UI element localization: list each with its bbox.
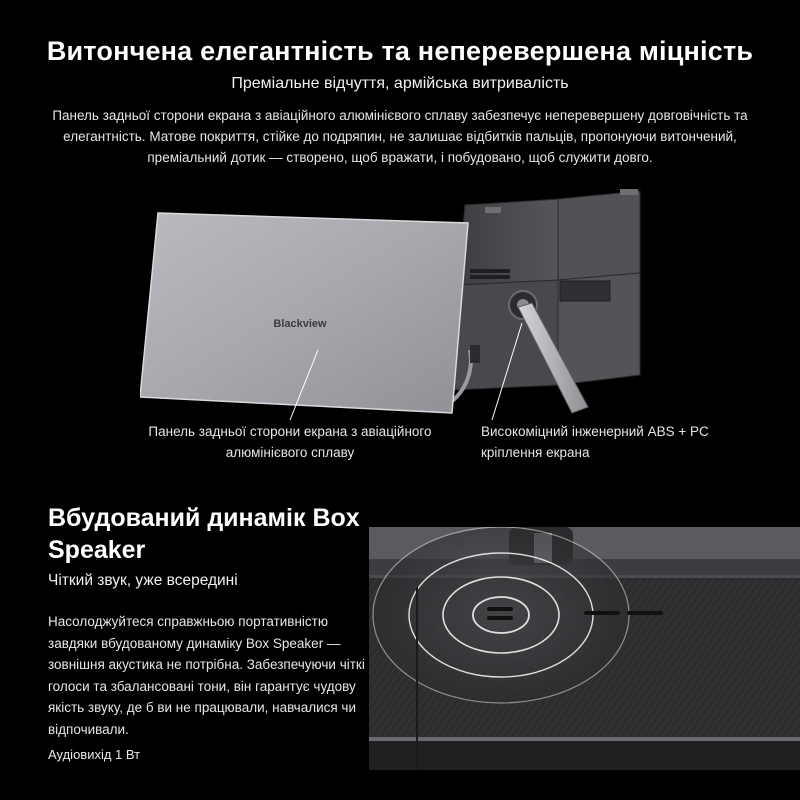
speaker-section-subtitle: Чіткий звук, уже всередині [48, 572, 238, 589]
speaker-description: Насолоджуйтеся справжньою портативністю завдяки вбудованому динаміку Box Speaker — зовнішня акустика не потрібна. Забезпечуючи чіткі голоси та збалансовані тони, він гарантує чудову якість звуку, де б ви не працювали, навчалися чи відпочивали. [48, 614, 365, 737]
speaker-section-title: Вбудований динамік Box Speaker [48, 504, 360, 564]
audio-output-spec: Аудіовихід 1 Вт [48, 747, 141, 762]
product-illustration [140, 185, 660, 425]
callout-label-mount: Високоміцний інженерний ABS + PC кріплення екрана [481, 424, 709, 460]
intro-paragraph: Панель задньої сторони екрана з авіаційного алюмінієвого сплаву забезпечує неперевершену довговічність та елегантність. Матове покриття, стійке до подряпин, не залишає відбитків пальців, пропонуючи витончений, преміальний дотик — створено, щоб вражати, і побудовано, щоб служити довго. [52, 108, 748, 165]
speaker-closeup-image [369, 527, 800, 770]
brand-logo: Blackview [273, 318, 327, 330]
page-title: Витончена елегантність та неперевершена міцність [46, 36, 754, 66]
page-subtitle: Преміальне відчуття, армійська витривалість [231, 75, 569, 92]
callout-label-panel: Панель задньої сторони екрана з авіаційного алюмінієвого сплаву [148, 424, 432, 460]
aluminium-back-panel [140, 213, 468, 413]
